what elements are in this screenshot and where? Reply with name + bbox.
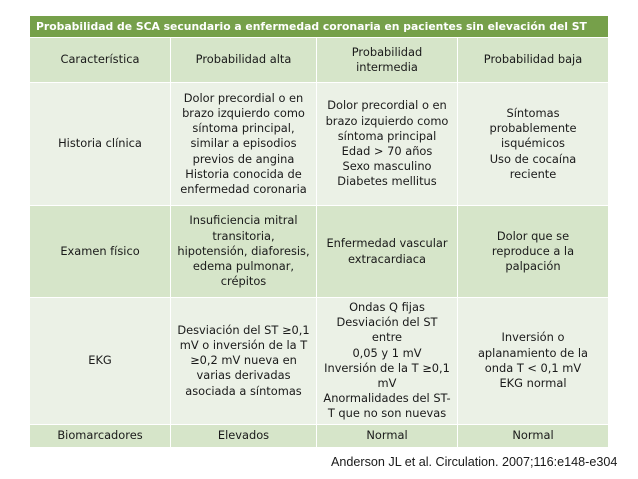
citation: Anderson JL et al. Circulation. 2007;116:e148-e304: [331, 455, 618, 469]
cell-line: Inversión o: [501, 330, 565, 345]
cell-line: transitoria,: [212, 228, 275, 243]
header-probabilidad-baja: [458, 38, 609, 83]
cell-line: Anormalidades del ST-: [323, 391, 451, 406]
cell-line: Insuficiencia mitral: [189, 213, 298, 228]
cell-line: enfermedad coronaria: [180, 182, 307, 196]
cell-line: Enfermedad vascular: [326, 236, 448, 251]
cell-line: Inversión de la T ≥0,1: [324, 360, 450, 375]
table-title-row: [30, 16, 609, 38]
cell-line: síntoma principal,: [192, 121, 295, 136]
cell-alta: [171, 298, 317, 425]
cell-line: Historia conocida de: [185, 166, 302, 181]
cell-line: Desviación del ST entre: [336, 315, 438, 345]
cell-baja: [458, 298, 609, 425]
row-label: EKG: [30, 298, 171, 425]
cell-line: ≥0,2 mV nueva en: [190, 353, 297, 368]
table-header-row: [30, 38, 609, 83]
cell-line: Desviación del ST ≥0,1: [177, 322, 310, 337]
header-line: Probabilidad alta: [195, 52, 292, 67]
header-probabilidad-alta: [171, 38, 317, 83]
cell-line: aplanamiento de la: [477, 345, 589, 360]
cell-line: reciente: [509, 166, 557, 181]
table-row-examen-fisico: [30, 206, 609, 298]
cell-intermedia: [317, 424, 458, 447]
cell-line: Normal: [366, 428, 408, 443]
cell-baja: [458, 206, 609, 298]
cell-line: síntoma principal: [337, 128, 437, 143]
cell-line: T que no son nuevas: [327, 406, 447, 421]
cell-line: Normal: [512, 428, 554, 443]
cell-baja: [458, 83, 609, 206]
cell-line: brazo izquierdo como: [182, 105, 305, 120]
cell-line: reproduce a la: [491, 243, 575, 258]
cell-line: 0,05 y 1 mV: [352, 345, 422, 360]
cell-intermedia: [317, 298, 458, 425]
cell-alta: [171, 83, 317, 206]
header-probabilidad-intermedia: [317, 38, 458, 83]
table-row-ekg: [30, 298, 609, 425]
header-line: Probabilidad: [351, 44, 423, 59]
probability-table: [29, 15, 609, 448]
cell-line: EKG normal: [499, 376, 567, 391]
cell-line: isquémicos: [501, 136, 565, 151]
table-row-biomarcadores: [30, 424, 609, 447]
table-title: Probabilidad de SCA secundario a enfermedad coronaria en pacientes sin elevación del ST: [30, 16, 609, 38]
row-label: Examen físico: [30, 206, 171, 298]
cell-line: onda T < 0,1 mV: [484, 360, 582, 375]
cell-line: mV: [377, 376, 397, 391]
cell-line: extracardiaca: [347, 251, 427, 266]
cell-line: brazo izquierdo como: [325, 113, 449, 128]
cell-line: asociada a síntomas: [185, 383, 302, 398]
row-label: Historia clínica: [30, 83, 171, 206]
cell-line: Dolor precordial o en: [327, 98, 447, 113]
cell-line: hipotensión, diaforesis,: [177, 243, 310, 258]
cell-line: Elevados: [217, 428, 270, 443]
cell-intermedia: [317, 206, 458, 298]
cell-line: Síntomas: [506, 105, 560, 120]
cell-line: palpación: [505, 259, 561, 274]
cell-line: Dolor que se: [496, 228, 570, 243]
cell-line: Dolor precordial o en: [183, 90, 304, 105]
row-label: Biomarcadores: [30, 424, 171, 447]
cell-line: Edad > 70 años: [341, 144, 433, 158]
cell-line: crépitos: [220, 274, 267, 289]
cell-line: varias derivadas: [196, 368, 291, 383]
header-caracteristica: [30, 38, 171, 83]
cell-line: Ondas Q fijas: [349, 300, 425, 314]
cell-line: mV o inversión de la T: [179, 338, 308, 352]
cell-alta: [171, 206, 317, 298]
header-line: intermedia: [356, 60, 418, 74]
cell-line: Sexo masculino: [342, 159, 432, 174]
cell-line: probablemente: [489, 121, 577, 136]
header-line: Característica: [60, 52, 140, 67]
header-line: Probabilidad baja: [483, 52, 583, 67]
cell-intermedia: [317, 83, 458, 206]
cell-line: previos de angina: [192, 151, 295, 166]
cell-baja: [458, 424, 609, 447]
cell-alta: [171, 424, 317, 447]
cell-line: Diabetes mellitus: [337, 174, 437, 189]
cell-line: edema pulmonar,: [192, 259, 295, 274]
cell-line: similar a episodios: [190, 136, 297, 151]
table-row-historia-clinica: [30, 83, 609, 206]
cell-line: Uso de cocaína: [489, 151, 577, 166]
